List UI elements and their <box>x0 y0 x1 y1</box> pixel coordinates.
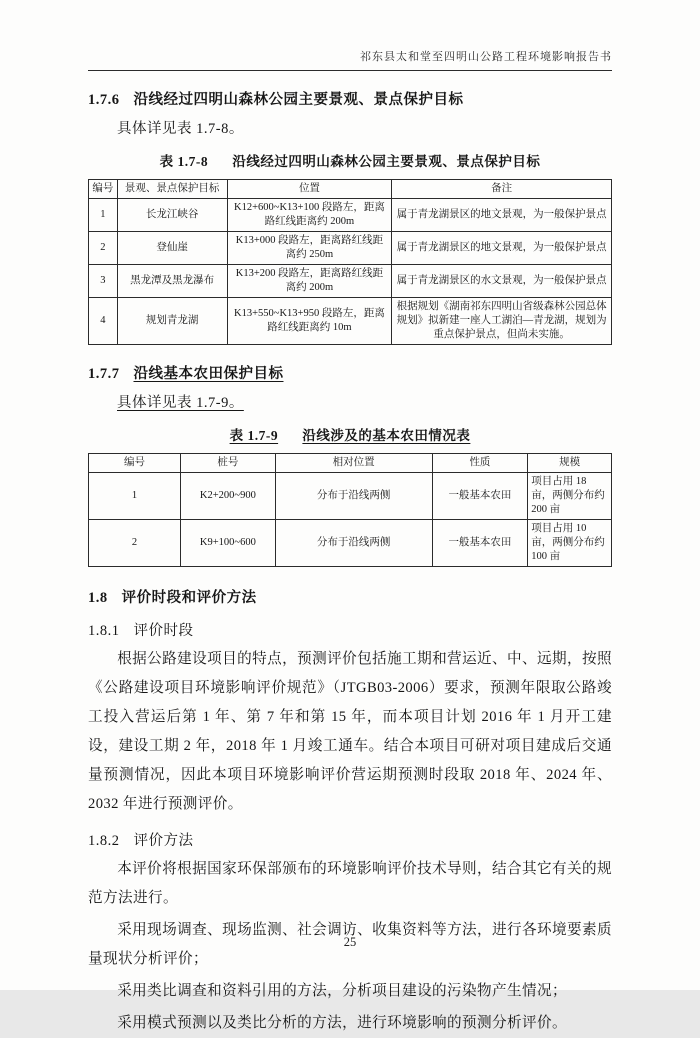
cell-no: 1 <box>89 199 118 232</box>
table-row <box>89 199 612 232</box>
col-header: 备注 <box>392 180 612 199</box>
cell-nature: 一般基本农田 <box>432 473 528 520</box>
section-title: 评价方法 <box>133 833 194 849</box>
section-1-8-2-heading <box>88 830 612 852</box>
col-header: 编号 <box>89 454 181 473</box>
cell-location: K13+550~K13+950 段路左，距离路红线距离约 10m <box>227 298 392 345</box>
running-head: 祁东县太和堂至四明山公路工程环境影响报告书 <box>88 50 612 71</box>
table-label: 表 1.7-9 <box>229 428 279 443</box>
table-header-row <box>89 180 612 199</box>
table-1-7-8 <box>88 179 612 345</box>
cell-target: 登仙崖 <box>117 232 227 265</box>
section-title: 评价时段和评价方法 <box>121 590 257 606</box>
cell-no: 2 <box>89 232 118 265</box>
paragraph: 采用现场调查、现场监测、社会调访、收集资料等方法，进行各环境要素质量现状分析评价； <box>88 922 612 967</box>
cell-stake: K2+200~900 <box>181 473 276 520</box>
cell-target: 长龙江峡谷 <box>117 199 227 232</box>
paragraph: 采用类比调查和资料引用的方法，分析项目建设的污染物产生情况； <box>117 983 568 999</box>
section-title: 沿线基本农田保护目标 <box>133 366 284 382</box>
section-1-7-7-heading <box>88 363 612 385</box>
col-header: 位置 <box>227 180 392 199</box>
cell-stake: K9+100~600 <box>181 520 276 567</box>
page-number: 25 <box>343 935 357 949</box>
table-row <box>89 520 612 567</box>
paragraph: 采用模式预测以及类比分析的方法，进行环境影响的预测分析评价。 <box>117 1015 568 1031</box>
section-number: 1.7.6 <box>88 92 120 108</box>
table-title: 沿线涉及的基本农田情况表 <box>302 428 471 443</box>
col-header: 相对位置 <box>275 454 432 473</box>
cell-nature: 一般基本农田 <box>432 520 528 567</box>
table-title: 沿线经过四明山森林公园主要景观、景点保护目标 <box>232 154 541 169</box>
cell-remark: 属于青龙湖景区的地文景观，为一般保护景点 <box>392 199 612 232</box>
cell-remark: 属于青龙湖景区的地文景观，为一般保护景点 <box>392 232 612 265</box>
table-label: 表 1.7-8 <box>159 154 209 169</box>
section-title: 评价时段 <box>133 623 194 639</box>
table-1-7-9 <box>88 453 612 567</box>
paragraph: 本评价将根据国家环保部颁布的环境影响评价技术导则，结合其它有关的规范方法进行。 <box>88 861 612 906</box>
cell-no: 4 <box>89 298 118 345</box>
section-title: 沿线经过四明山森林公园主要景观、景点保护目标 <box>133 92 464 108</box>
cell-position: 分布于沿线两侧 <box>275 520 432 567</box>
cell-scale: 项目占用 18 亩，两侧分布约 200 亩 <box>528 473 612 520</box>
col-header: 规模 <box>528 454 612 473</box>
section-1-8-heading <box>88 587 612 609</box>
col-header: 编号 <box>89 180 118 199</box>
table-header-row <box>89 454 612 473</box>
section-1-8-1-heading <box>88 620 612 642</box>
col-header: 性质 <box>432 454 528 473</box>
cell-no: 1 <box>89 473 181 520</box>
section-number: 1.7.7 <box>88 366 120 382</box>
cell-location: K13+200 段路左，距离路红线距离约 200m <box>227 265 392 298</box>
section-number: 1.8.1 <box>88 623 120 639</box>
cell-target: 规划青龙湖 <box>117 298 227 345</box>
col-header: 景观、景点保护目标 <box>117 180 227 199</box>
section-number: 1.8 <box>88 590 108 606</box>
table-1-7-8-caption <box>88 151 612 172</box>
col-header: 桩号 <box>181 454 276 473</box>
section-1-7-6-heading <box>88 89 612 111</box>
section-1-7-6-intro: 具体详见表 1.7-8。 <box>117 121 244 137</box>
table-row <box>89 232 612 265</box>
cell-scale: 项目占用 10 亩，两侧分布约 100 亩 <box>528 520 612 567</box>
cell-remark: 属于青龙湖景区的水文景观，为一般保护景点 <box>392 265 612 298</box>
cell-target: 黑龙潭及黑龙瀑布 <box>117 265 227 298</box>
cell-no: 2 <box>89 520 181 567</box>
section-number: 1.8.2 <box>88 833 120 849</box>
intro-text: 具体详见表 1.7-9。 <box>117 395 244 411</box>
table-row <box>89 265 612 298</box>
cell-location: K12+600~K13+100 段路左，距离路红线距离约 200m <box>227 199 392 232</box>
table-row <box>89 298 612 345</box>
table-row <box>89 473 612 520</box>
section-1-7-7-intro <box>88 389 612 418</box>
cell-location: K13+000 段路左，距离路红线距离约 250m <box>227 232 392 265</box>
cell-no: 3 <box>89 265 118 298</box>
table-1-7-9-caption <box>88 425 612 446</box>
paragraph: 根据公路建设项目的特点，预测评价包括施工期和营运近、中、远期，按照《公路建设项目环境影响评价规范》（JTGB03-2006）要求，预测年限取公路竣工投入营运后第 1 年、第 7 年和第 15 年，而本项目计划 2016 年 1 月开工建设，建设工期 2 年，2018 年 1 月竣工通车。结合本项目可研对项目建成后交通量预测情况，因此本项目环境影响评价营运期预测时段取 2018 年、2024 年、2032 年进行预测评价。 <box>88 651 612 812</box>
cell-remark: 根据规划《湖南祁东四明山省级森林公园总体规划》拟新建一座人工湖泊—青龙湖，规划为重点保护景点，但尚未实施。 <box>392 298 612 345</box>
cell-position: 分布于沿线两侧 <box>275 473 432 520</box>
